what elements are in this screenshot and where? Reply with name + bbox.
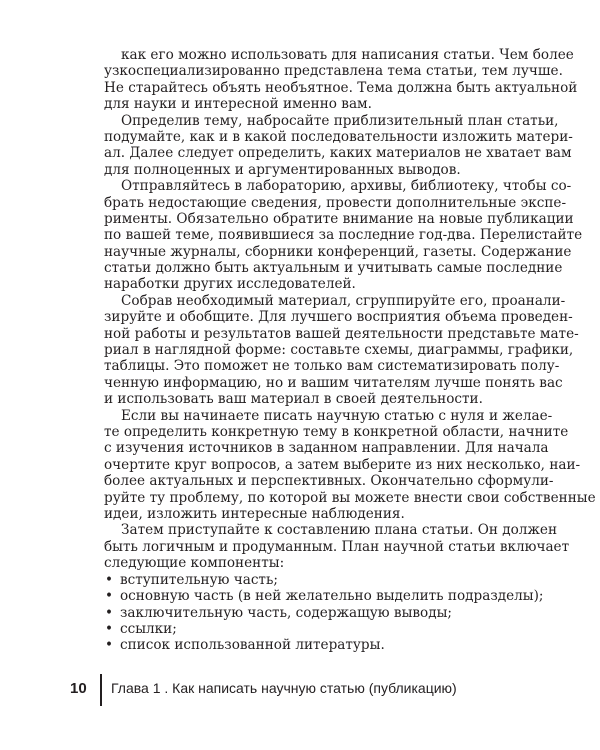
components-list (104, 571, 544, 654)
text-line: таблицы. Это поможет не только вам систематизировать полу- (104, 358, 560, 375)
text-line: ченную информацию, но и вашим читателям лучше понять вас (104, 374, 563, 391)
text-line: для полноценных и аргументированных выводов. (104, 161, 461, 178)
paragraph (104, 47, 578, 113)
page-footer (70, 672, 530, 708)
text-line: более актуальных и перспективных. Окончательно сформули- (104, 473, 554, 490)
chapter-title: Глава 1 . Как написать научную статью (публикацию) (111, 680, 457, 696)
text-line: статьи должно быть актуальным и учитывать самые последние (104, 260, 563, 277)
text-line: как его можно использовать для написания статьи. Чем более (121, 47, 574, 63)
text-line: Не старайтесь объять необъятное. Тема должна быть актуальной (104, 79, 578, 96)
text-line: Затем приступайте к составлению плана статьи. Он должен (121, 522, 558, 539)
paragraph (104, 112, 573, 179)
text-line: рименты. Обязательно обратите внимание на новые публикации (104, 210, 574, 227)
text-line: ал. Далее следует определить, каких материалов не хватает вам (104, 145, 572, 162)
list-item-text: основную часть (в ней желательно выделить подразделы); (120, 588, 544, 605)
text-line: следующие компоненты: (104, 555, 285, 572)
list-item (104, 605, 529, 621)
text-line: очертите круг вопросов, а затем выберите из них несколько, наи- (104, 456, 581, 473)
list-item-text: заключительную часть, содержащую выводы; (120, 604, 453, 621)
text-line: Если вы начинаете писать научную статью с нуля и желае- (121, 407, 553, 424)
body-text (104, 47, 596, 572)
paragraph (104, 407, 596, 523)
text-line: Отправляйтесь в лабораторию, архивы, библиотеку, чтобы со- (121, 178, 572, 195)
text-line: зируйте и обобщите. Для лучшего восприятия объема проведен- (104, 309, 573, 326)
paragraph (104, 178, 583, 293)
bullet-icon: • (104, 637, 114, 654)
text-line: Определив тему, набросайте приблизительный план статьи, (121, 112, 559, 129)
bullet-icon: • (104, 571, 114, 588)
text-line: узкоспециализированно представлена тема статьи, тем лучше. (104, 63, 563, 80)
text-line: Собрав необходимый материал, сгруппируйте его, проанали- (121, 292, 566, 309)
list-item-text: список использованной литературы. (120, 637, 385, 654)
text-line: идеи, изложить интересные наблюдения. (104, 505, 405, 522)
page-number: 10 (70, 680, 87, 697)
text-line: брать недостающие сведения, провести дополнительные экспе- (104, 194, 567, 211)
text-line: те определить конкретную тему в конкретной области, начните (104, 423, 569, 440)
text-line: руйте ту проблему, по которой вы можете внести свои собственные (104, 489, 596, 506)
text-line: быть логичным и продуманным. План научной статьи включает (104, 538, 570, 555)
list-item (104, 572, 529, 588)
text-line: с изучения источников в заданном направлении. Для начала (104, 440, 549, 457)
paragraph (104, 292, 579, 408)
list-item-text: ссылки; (120, 620, 177, 637)
text-line: наработки других исследователей. (104, 276, 356, 293)
text-line: для науки и интересной именно вам. (104, 96, 372, 113)
text-line: риал в наглядной форме: составьте схемы, диаграммы, графики, (104, 342, 574, 359)
text-line: по вашей теме, появившиеся за последние год-два. Перелистайте (104, 227, 583, 244)
bullet-icon: • (104, 588, 114, 605)
footer-divider (100, 674, 102, 706)
bullet-icon: • (104, 604, 114, 621)
text-line: и использовать ваш материал в своей деятельности. (104, 391, 483, 408)
paragraph (104, 522, 570, 572)
list-item (104, 621, 529, 637)
list-item (104, 588, 544, 605)
text-line: подумайте, как и в какой последовательности изложить матери- (104, 128, 573, 145)
text-line: ной работы и результатов вашей деятельности представьте мате- (104, 325, 579, 342)
list-item-text: вступительную часть; (120, 571, 278, 588)
list-item (104, 637, 529, 653)
bullet-icon: • (104, 620, 114, 637)
text-line: научные журналы, сборники конференций, газеты. Содержание (104, 243, 572, 260)
